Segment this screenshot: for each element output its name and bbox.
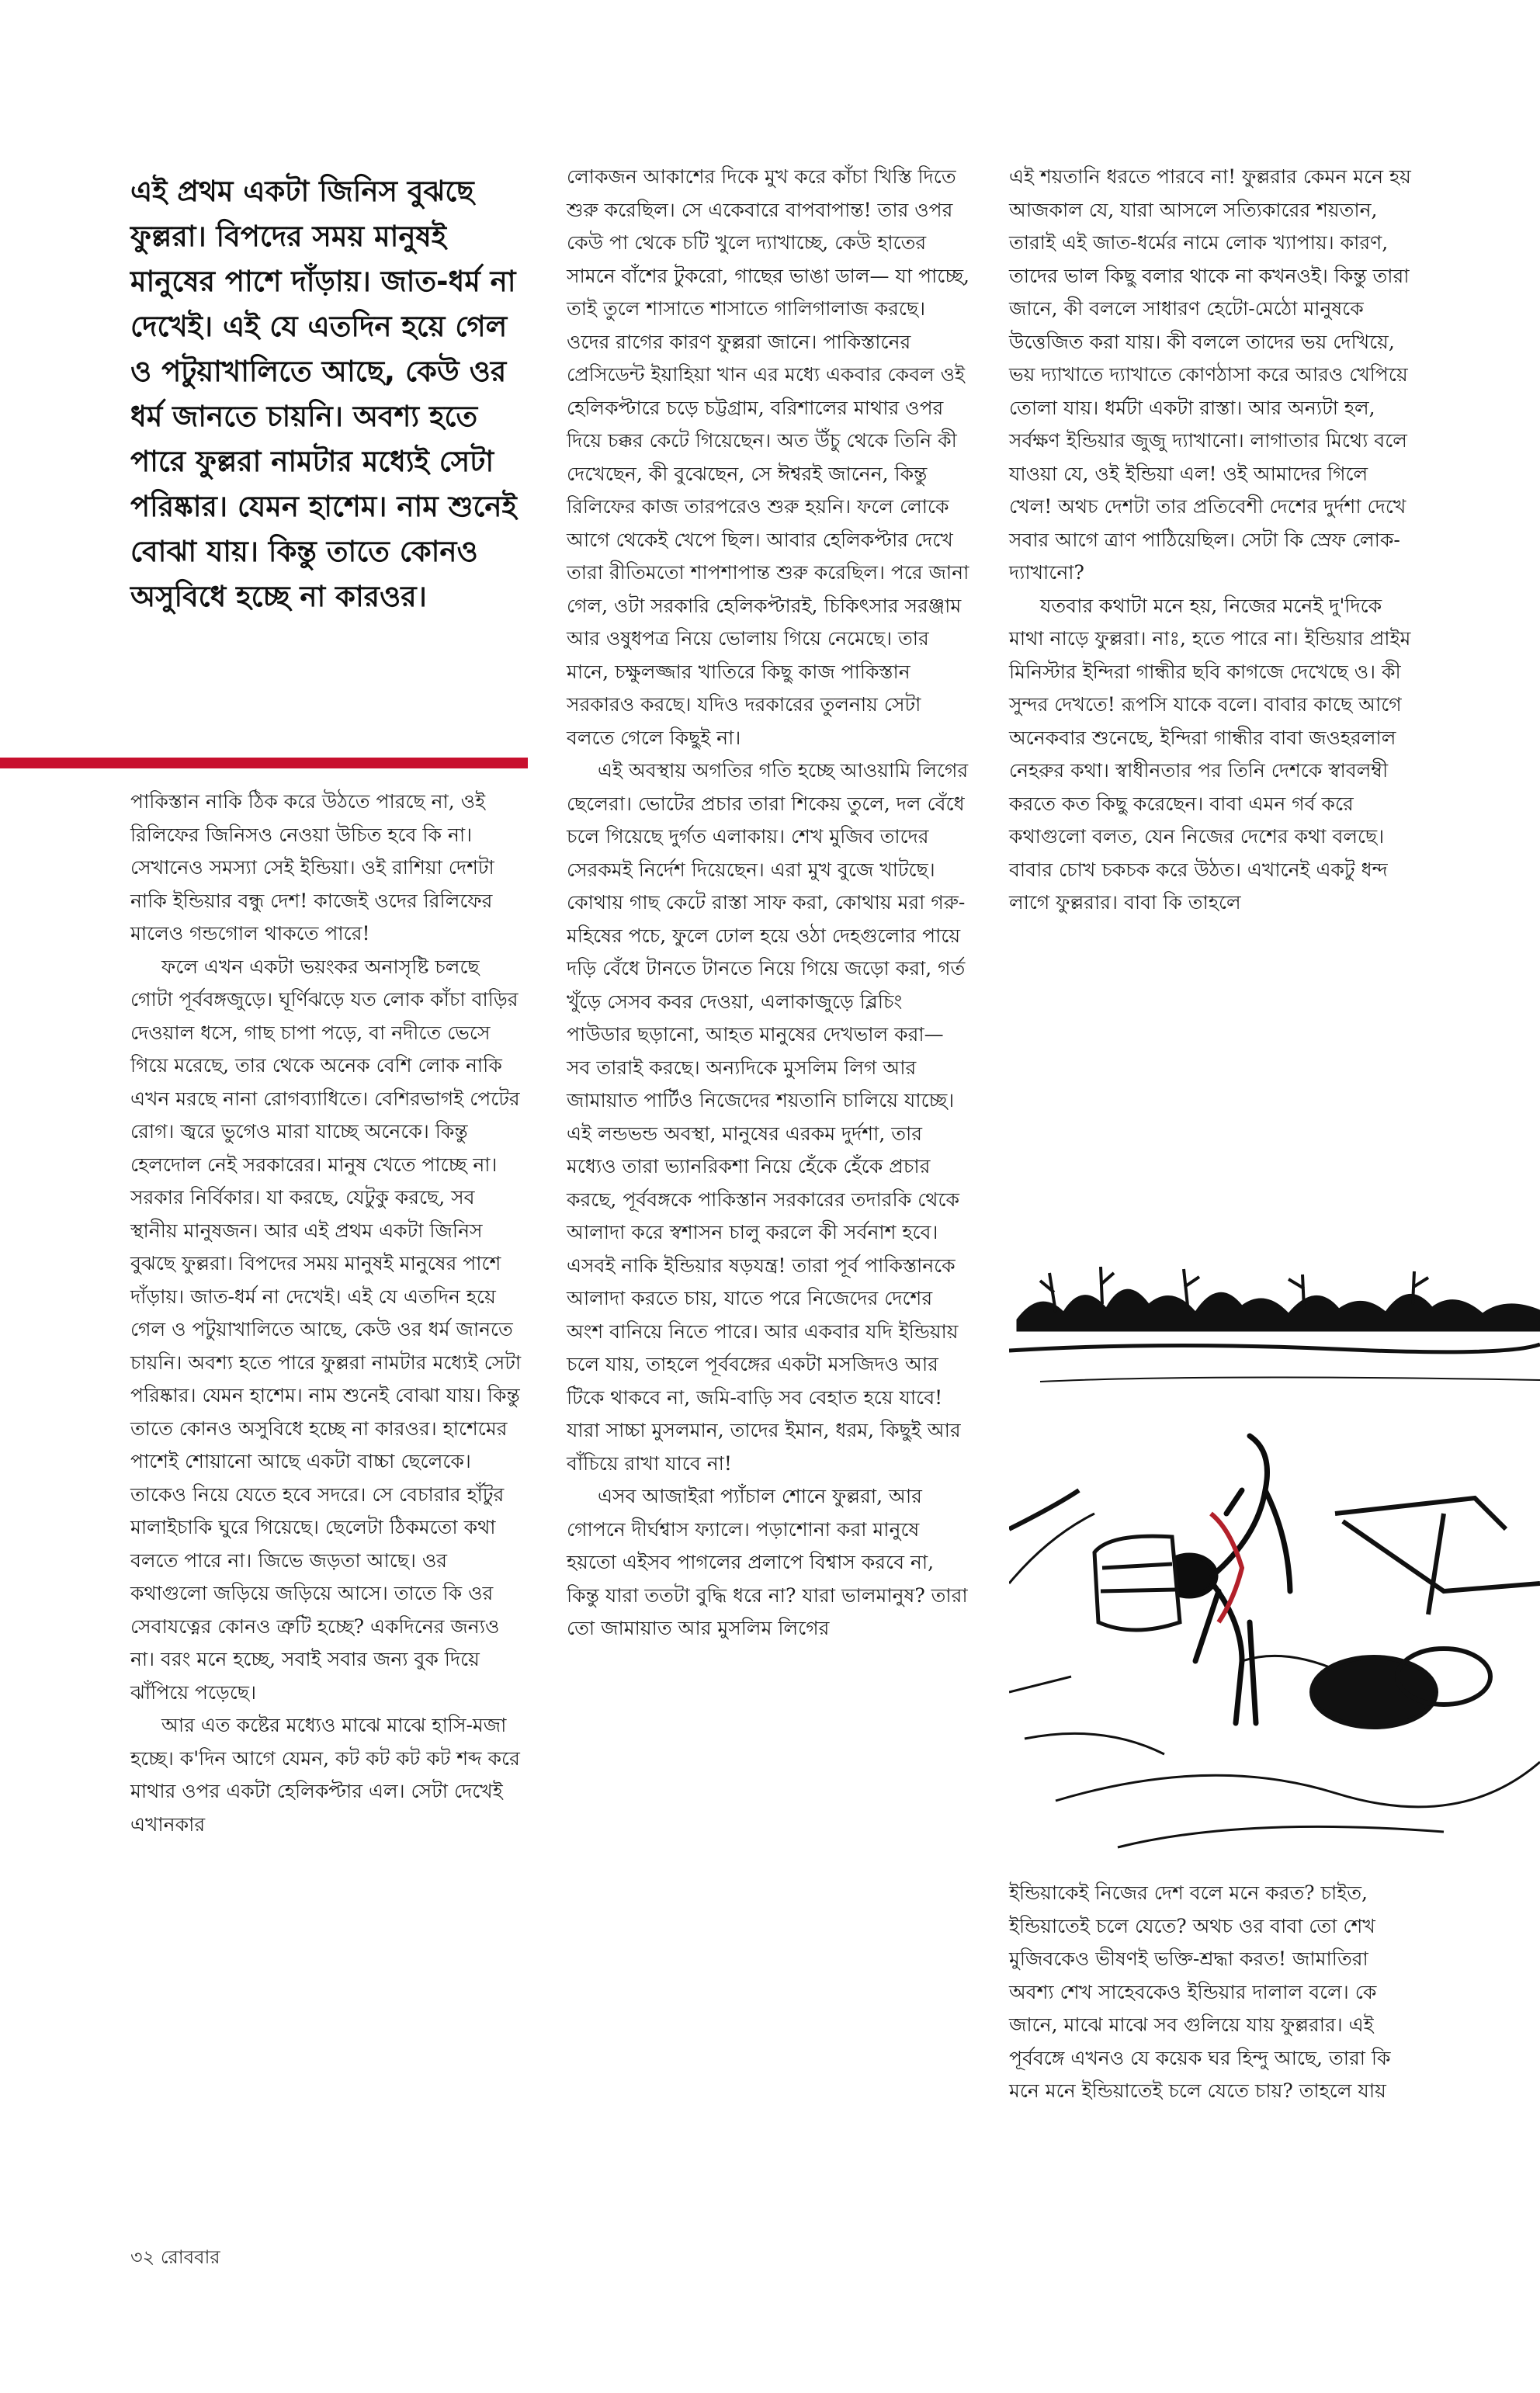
article-column-3-top (1009, 161, 1414, 920)
paragraph: আর এত কষ্টের মধ্যেও মাঝে মাঝে হাসি-মজা হচ্ছে। ক'দিন আগে যেমন, কট কট কট কট শব্দ করে মাথার ওপর একটা হেলিকপ্টার এল। সেটা দেখেই এখানকার (130, 1714, 520, 1836)
paragraph: যতবার কথাটা মনে হয়, নিজের মনেই দু'দিকে মাথা নাড়ে ফুল্লরা। নাঃ, হতে পারে না। ইন্ডিয়ার প্রাইম মিনিস্টার ইন্দিরা গান্ধীর ছবি কাগজে দেখেছে ও। কী সুন্দর দেখতে! রূপসি যাকে বলে। বাবার কাছে আগে অনেকবার শুনেছে, ইন্দিরা গান্ধীর বাবা জওহরলাল নেহরুর কথা। স্বাধীনতার পর তিনি দেশকে স্বাবলম্বী করতে কত কিছু করেছেন। বাবা এমন গর্ব করে কথাগুলো বলত, যেন নিজের দেশের কথা বলছে। বাবার চোখ চকচক করে উঠত। এখানেই একটু ধন্দ লাগে ফুল্লরার। বাবা কি তাহলে (1009, 594, 1411, 914)
paragraph: পাকিস্তান নাকি ঠিক করে উঠতে পারছে না, ওই রিলিফের জিনিসও নেওয়া উচিত হবে কি না। সেখানেও সমস্যা সেই ইন্ডিয়া। ওই রাশিয়া দেশটা নাকি ইন্ডিয়ার বন্ধু দেশ! কাজেই ওদের রিলিফের মালেও গন্ডগোল থাকতে পারে! (130, 790, 494, 945)
paragraph: ইন্ডিয়াকেই নিজের দেশ বলে মনে করত? চাইত, ইন্ডিয়াতেই চলে যেতে? অথচ ওর বাবা তো শেখ মুজিবকেও ভীষণই ভক্তি-শ্রদ্ধা করত! জামাতিরা অবশ্য শেখ সাহেবকেও ইন্ডিয়ার দালাল বলে। কে জানে, মাঝে মাঝে সব গুলিয়ে যায় ফুল্লরার। এই পূর্ববঙ্গে এখনও যে কয়েক ঘর হিন্দু আছে, তারা কি মনে মনে ইন্ডিয়াতেই চলে যেতে চায়? তাহলে যায় (1009, 1881, 1391, 2102)
paragraph: এই অবস্থায় অগতির গতি হচ্ছে আওয়ামি লিগের ছেলেরা। ভোটের প্রচার তারা শিকেয় তুলে, দল বেঁধে চলে গিয়েছে দুর্গত এলাকায়। শেখ মুজিব তাদের সেরকমই নির্দেশ দিয়েছেন। এরা মুখ বুজে খাটছে। কোথায় গাছ কেটে রাস্তা সাফ করা, কোথায় মরা গরু-মহিষের পচে, ফুলে ঢোল হয়ে ওঠা দেহগুলোর পায়ে দড়ি বেঁধে টানতে টানতে নিয়ে গিয়ে জড়ো করা, গর্ত খুঁড়ে সেসব কবর দেওয়া, এলাকাজুড়ে ব্লিচিং পাউডার ছড়ানো, আহত মানুষের দেখভাল করা— সব তারাই করছে। অন্যদিকে মুসলিম লিগ আর জামায়াত পার্টিও নিজেদের শয়তানি চালিয়ে যাচ্ছে। এই লন্ডভন্ড অবস্থা, মানুষের এরকম দুর্দশা, তার মধ্যেও তারা ভ্যানরিকশা নিয়ে হেঁকে হেঁকে প্রচার করছে, পূর্ববঙ্গকে পাকিস্তান সরকারের তদারকি থেকে আলাদা করে স্বশাসন চালু করলে কী সর্বনাশ হবে। এসবই নাকি ইন্ডিয়ার ষড়যন্ত্র! তারা পূর্ব পাকিস্তানকে আলাদা করতে চায়, যাতে পরে নিজেদের দেশের অংশ বানিয়ে নিতে পারে। আর একবার যদি ইন্ডিয়ায় চলে যায়, তাহলে পূর্ববঙ্গের একটা মসজিদও আর টিকে থাকবে না, জমি-বাড়ি সব বেহাত হয়ে যাবে! যারা সাচ্চা মুসলমান, তাদের ইমান, ধরম, কিছুই আর বাঁচিয়ে রাখা যাবে না! (567, 759, 969, 1475)
paragraph: এসব আজাইরা প্যাঁচাল শোনে ফুল্লরা, আর গোপনে দীর্ঘশ্বাস ফ্যালে। পড়াশোনা করা মানুষে হয়তো এইসব পাগলের প্রলাপে বিশ্বাস করবে না, কিন্তু যারা ততটা বুদ্ধি ধরে না? যারা ভালমানুষ? তারা তো জামায়াত আর মুসলিম লিগের (567, 1485, 968, 1639)
ground-strokes (1025, 1656, 1540, 1847)
article-column-3-bottom (1009, 1877, 1414, 2108)
paragraph: লোকজন আকাশের দিকে মুখ করে কাঁচা খিস্তি দিতে শুরু করেছিল। সে একেবারে বাপবাপান্ত! তার ওপর কেউ পা থেকে চটি খুলে দ্যাখাচ্ছে, কেউ হাতের সামনে বাঁশের টুকরো, গাছের ভাঙা ডাল— যা পাচ্ছে, তাই তুলে শাসাতে শাসাতে গালিগালাজ করছে। ওদের রাগের কারণ ফুল্লরা জানে। পাকিস্তানের প্রেসিডেন্ট ইয়াহিয়া খান এর মধ্যে একবার কেবল ওই হেলিকপ্টারে চড়ে চট্টগ্রাম, বরিশালের মাথার ওপর দিয়ে চক্কর কেটে গিয়েছেন। অত উঁচু থেকে তিনি কী দেখেছেন, কী বুঝেছেন, সে ঈশ্বরই জানেন, কিন্তু রিলিফের কাজ তারপরেও শুরু হয়নি। ফলে লোকে আগে থেকেই খেপে ছিল। আবার হেলিকপ্টার দেখে তারা রীতিমতো শাপশাপান্ত শুরু করেছিল। পরে জানা গেল, ওটা সরকারি হেলিকপ্টারই, চিকিৎসার সরঞ্জাম আর ওষুধপত্র নিয়ে ভোলায় গিয়ে নেমেছে। তার মানে, চক্ষুলজ্জার খাতিরে কিছু কাজ পাকিস্তান সরকারও করছে। যদিও দরকারের তুলনায় সেটা বলতে গেলে কিছুই না। (567, 165, 969, 749)
article-column-2 (567, 161, 972, 1646)
cart-frame (1312, 1498, 1540, 1727)
paragraph: ফলে এখন একটা ভয়ংকর অনাসৃষ্টি চলছে গোটা পূর্ববঙ্গজুড়ে। ঘূর্ণিঝড়ে যত লোক কাঁচা বাড়ির দেওয়াল ধসে, গাছ চাপা পড়ে, বা নদীতে ভেসে গিয়ে মরেছে, তার থেকে অনেক বেশি লোক নাকি এখন মরছে নানা রোগব্যাধিতে। বেশিরভাগই পেটের রোগ। জ্বরে ভুগেও মারা যাচ্ছে অনেকে। কিন্তু হেলদোল নেই সরকারের। মানুষ খেতে পাচ্ছে না। সরকার নির্বিকার। যা করছে, যেটুকু করছে, সব স্থানীয় মানুষজন। আর এই প্রথম একটা জিনিস বুঝছে ফুল্লরা। বিপদের সময় মানুষই মানুষের পাশে দাঁড়ায়। জাত-ধর্ম না দেখেই। এই যে এতদিন হয়ে গেল ও পটুয়াখালিতে আছে, কেউ ওর ধর্ম জানতে চায়নি। অবশ্য হতে পারে ফুল্লরা নামটার মধ্যেই সেটা পরিষ্কার। যেমন হাশেম। নাম শুনেই বোঝা যায়। কিন্তু তাতে কোনও অসুবিধে হচ্ছে না কারওর। হাশেমের পাশেই শোয়ানো আছে একটা বাচ্চা ছেলেকে। তাকেও নিয়ে যেতে হবে সদরে। সে বেচারার হাঁটুর মালাইচাকি ঘুরে গিয়েছে। ছেলেটা ঠিকমতো কথা বলতে পারে না। জিভে জড়তা আছে। ওর কথাগুলো জড়িয়ে জড়িয়ে আসে। তাতে কি ওর সেবাযত্নের কোনও ত্রুটি হচ্ছে? একদিনের জন্যও না। বরং মনে হচ্ছে, সবাই সবার জন্য বুক দিয়ে ঝাঁপিয়ে পড়েছে। (130, 955, 522, 1704)
basket (1094, 1536, 1180, 1630)
story-illustration (1009, 1257, 1540, 1855)
bent-figure (1163, 1436, 1290, 1723)
accent-rule (0, 758, 528, 768)
pull-quote: এই প্রথম একটা জিনিস বুঝছে ফুল্লরা। বিপদের সময় মানুষই মানুষের পাশে দাঁড়ায়। জাত-ধর্ম না দেখেই। এই যে এতদিন হয়ে গেল ও পটুয়াখালিতে আছে, কেউ ওর ধর্ম জানতে চায়নি। অবশ্য হতে পারে ফুল্লরা নামটার মধ্যেই সেটা পরিষ্কার। যেমন হাশেম। নাম শুনেই বোঝা যায়। কিন্তু তাতে কোনও অসুবিধে হচ্ছে না কারওর। (130, 175, 517, 613)
paragraph: এই শয়তানি ধরতে পারবে না! ফুল্লরার কেমন মনে হয় আজকাল যে, যারা আসলে সত্যিকারের শয়তান, তারাই এই জাত-ধর্মের নামে লোক খ্যাপায়। কারণ, তাদের ভাল কিছু বলার থাকে না কখনওই। কিন্তু তারা জানে, কী বললে সাধারণ হেটো-মেঠো মানুষকে উত্তেজিত করা যায়। কী বললে তাদের ভয় দেখিয়ে, ভয় দ্যাখাতে দ্যাখাতে কোণঠাসা করে আরও খেপিয়ে তোলা যায়। ধর্মটা একটা রাস্তা। আর অন্যটা হল, সর্বক্ষণ ইন্ডিয়ার জুজু দ্যাখানো। লাগাতার মিথ্যে বলে যাওয়া যে, ওই ইন্ডিয়া এল! ওই আমাদের গিলে খেল! অথচ দেশটা তার প্রতিবেশী দেশের দুর্দশা দেখে সবার আগে ত্রাণ পাঠিয়েছিল। সেটা কি স্রেফ লোক-দ্যাখানো? (1009, 165, 1411, 584)
page-folio: ৩২ রোববার (130, 2246, 220, 2268)
shoreline-trees (1017, 1267, 1540, 1331)
article-column-1 (130, 786, 528, 1841)
